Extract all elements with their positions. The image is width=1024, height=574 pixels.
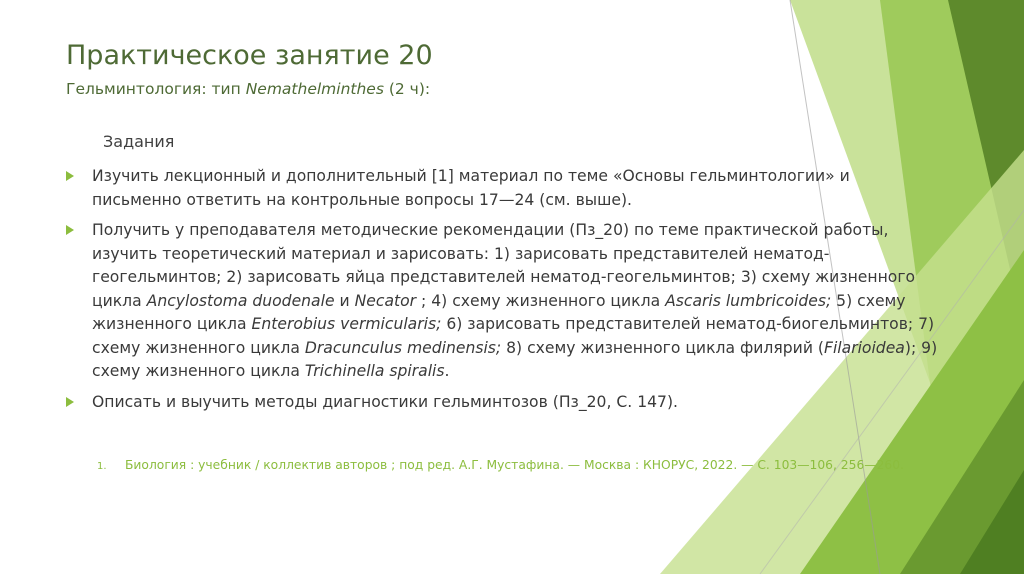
task-text-segment: 6) зарисовать представителей нематод-биогельминтов; 7) схему жизненного цикла	[92, 315, 935, 357]
slide-subtitle	[66, 80, 430, 98]
taxon-name: Dracunculus medinensis;	[304, 338, 502, 357]
task-text-segment: Описать и выучить методы диагностики гельминтозов (Пз_20, С. 147).	[92, 392, 678, 411]
subtitle-suffix: (2 ч):	[383, 80, 431, 98]
taxon-name: Necator	[354, 291, 417, 310]
task-list	[62, 165, 942, 421]
taxon-name: Trichinella spiralis	[304, 362, 445, 380]
task-text	[92, 165, 942, 212]
bullet-arrow-icon	[66, 171, 74, 181]
task-item	[62, 391, 942, 415]
taxon-name: Ascaris lumbricoides;	[665, 291, 832, 310]
subtitle-prefix: Гельминтология: тип	[66, 80, 246, 98]
footnote-number: 1.	[97, 461, 107, 472]
task-text-segment: .	[444, 362, 450, 380]
task-text-segment: Изучить лекционный и дополнительный [1] материал по теме «Основы гельминтологии» и письменно ответить на контрольные вопросы 17—24 (см. выше).	[92, 167, 850, 209]
task-text-segment: 5) схему жизненного цикла	[92, 291, 906, 333]
task-text	[92, 391, 942, 415]
bullet-arrow-icon	[66, 225, 74, 235]
bullet-arrow-icon	[66, 397, 74, 407]
tasks-heading: Задания	[103, 132, 175, 151]
taxon-name: Ancylostoma duodenale	[146, 291, 335, 310]
task-text-segment: ; 4) схему жизненного цикла	[416, 291, 666, 310]
subtitle-taxon: Nemathelminthes	[245, 80, 384, 98]
task-item	[62, 165, 942, 212]
task-text-segment: 8) схему жизненного цикла филярий (	[501, 338, 824, 357]
task-text-segment: ); 9) схему жизненного цикла	[92, 338, 938, 380]
task-text-segment: Получить у преподавателя методические рекомендации (Пз_20) по теме практической работы, изучить теоретический материал и зарисовать: 1) зарисовать представителей нематод-геогельминтов; 2) зарисовать яйца представителей нематод-геогельминтов; 3) схему жизненного цикла	[92, 221, 916, 310]
task-text-segment: и	[334, 291, 355, 310]
taxon-name: Filarioidea	[824, 338, 905, 357]
footnote	[97, 454, 977, 473]
footnote-text: Биология : учебник / коллектив авторов ; под ред. А.Г. Мустафина. — Москва : КНОРУС, 2022. — С. 103—106, 256—260.	[125, 458, 904, 472]
task-text	[92, 219, 942, 384]
task-item	[62, 219, 942, 384]
taxon-name: Enterobius vermicularis;	[251, 315, 442, 333]
slide-title: Практическое занятие 20	[66, 40, 433, 71]
